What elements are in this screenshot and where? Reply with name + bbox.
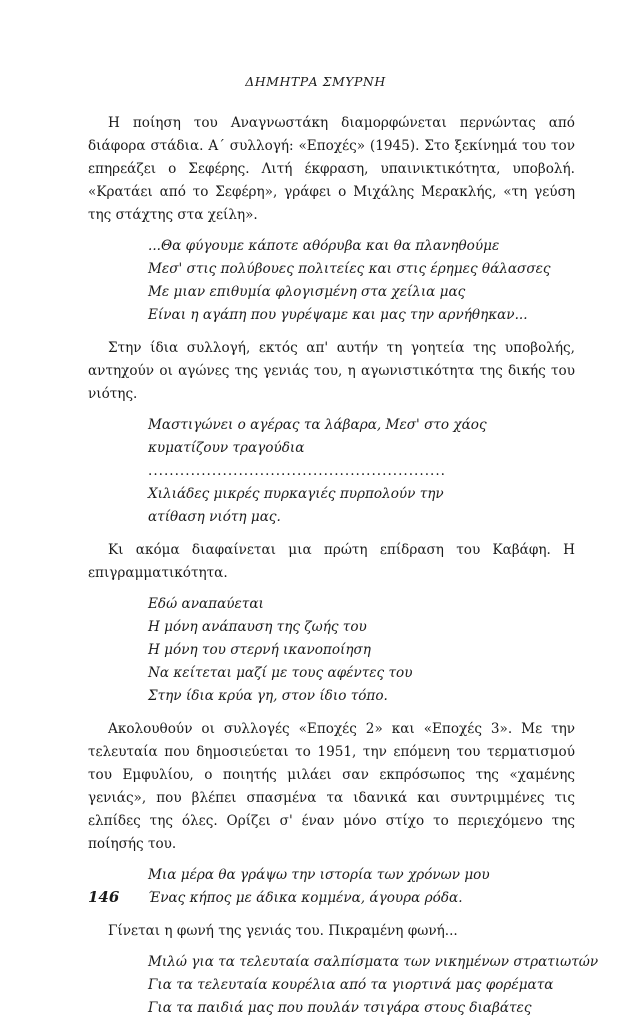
poem-line: Για τα παιδιά μας που πουλάν τσιγάρα στους διαβάτες — [148, 1000, 532, 1016]
poem-excerpt — [148, 414, 575, 529]
body-text — [88, 112, 599, 1030]
poem-line: Στην ίδια κρύα γη, στον ίδιο τόπο. — [148, 688, 388, 704]
poem-line: Να κείτεται μαζί με τους αφέντες του — [148, 665, 413, 681]
poem-line: Με μιαν επιθυμία φλογισμένη στα χείλια μας — [148, 284, 466, 300]
poem-line: Μεσ' στις πολύβουες πολιτείες και στις έρημες θάλασσες — [148, 261, 551, 277]
poem-line: Εδώ αναπαύεται — [148, 596, 264, 612]
paragraph: Η ποίηση του Αναγνωστάκη διαμορφώνεται περνώντας από διάφορα στάδια. Α΄ συλλογή: «Εποχές» (1945). Στο ξεκίνημά του τον επηρεάζει ο Σεφέρης. Λιτή έκφραση, υπαινικτικότητα, υποβολή. «Κρατάει από το Σεφέρη», γράφει ο Μιχάλης Μερακλής, «τη γεύση της στάχτης στα χείλη». — [88, 115, 575, 223]
poem-line: ...Θα φύγουμε κάποτε αθόρυβα και θα πλανηθούμε — [148, 238, 500, 254]
poem-line: Η μόνη του στερνή ικανοποίηση — [148, 642, 371, 658]
paragraph: Κι ακόμα διαφαίνεται μια πρώτη επίδραση του Καβάφη. Η επιγραμματικότητα. — [88, 542, 575, 581]
poem-line: Μιλώ για τα τελευταία σαλπίσματα των νικημένων στρατιωτών — [148, 954, 599, 970]
ellipsis-separator: ........................................................ — [148, 463, 446, 479]
poem-line: κυματίζουν τραγούδια — [148, 440, 305, 456]
poem-excerpt — [148, 235, 575, 327]
poem-line: Χιλιάδες μικρές πυρκαγιές πυρπολούν την — [148, 486, 444, 502]
poem-line: Η μόνη ανάπαυση της ζωής του — [148, 619, 367, 635]
poem-excerpt — [148, 951, 599, 1020]
poem-line: Είναι η αγάπη που γυρέψαμε και μας την αρνήθηκαν... — [148, 307, 528, 323]
poem-excerpt — [148, 593, 575, 708]
poem-line: Μια μέρα θα γράψω την ιστορία των χρόνων μου — [148, 867, 490, 883]
poem-line: Μαστιγώνει ο αγέρας τα λάβαρα, Μεσ' στο χάος — [148, 417, 487, 433]
paragraph: Στην ίδια συλλογή, εκτός απ' αυτήν τη γοητεία της υποβολής, αντηχούν οι αγώνες της γενιάς του, η αγωνιστικότητα της δικής του νιότης. — [88, 340, 575, 402]
poem-line: Ένας κήπος με άδικα κομμένα, άγουρα ρόδα. — [148, 890, 463, 906]
poem-line: ατίθαση νιότη μας. — [148, 509, 281, 525]
running-header: ΔΗΜΗΤΡΑ ΣΜΥΡΝΗ — [245, 74, 386, 89]
paragraph: Γίνεται η φωνή της γενιάς του. Πικραμένη φωνή... — [108, 923, 458, 939]
paragraph: Ακολουθούν οι συλλογές «Εποχές 2» και «Εποχές 3». Με την τελευταία που δημοσιεύεται το 1951, την επόμενη του τερματισμού του Εμφυλίου, ο ποιητής μιλάει σαν εκπρόσωπος της «χαμένης γενιάς», που βλέπει σπασμένα τα ιδανικά και συντριμμένες τις ελπίδες της όλες. Ορίζει σ' έναν μόνο στίχο το περιεχόμενο της ποίησής του. — [88, 721, 575, 852]
page-number: 146 — [88, 888, 120, 906]
poem-line: Για τα τελευταία κουρέλια από τα γιορτινά μας φορέματα — [148, 977, 554, 993]
poem-excerpt — [148, 864, 575, 910]
